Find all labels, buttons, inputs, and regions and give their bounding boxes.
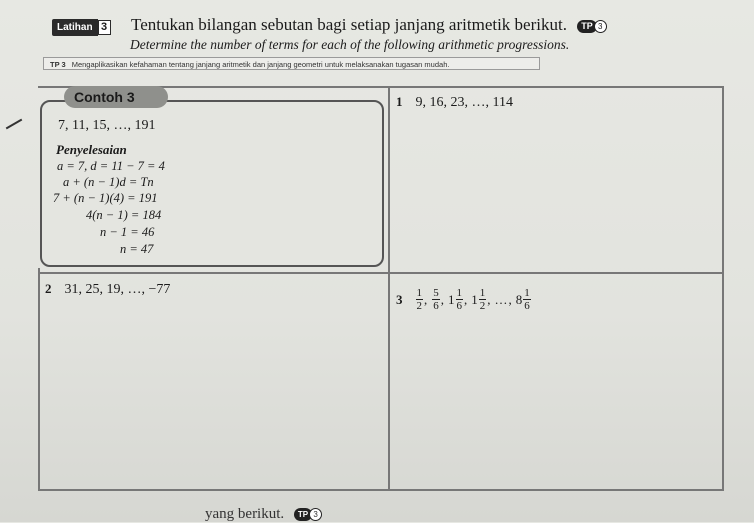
- tp-note-label: TP 3: [50, 60, 66, 69]
- grid-line-right: [722, 86, 724, 491]
- term-ellipsis: …: [494, 291, 508, 307]
- question-number: 2: [45, 281, 52, 296]
- pen-mark-icon: [6, 119, 23, 130]
- question-subtitle: Determine the number of terms for each of the following arithmetic progressions.: [130, 37, 570, 52]
- question-2: [45, 280, 170, 298]
- grid-line-middle: [388, 86, 390, 491]
- question-title: [131, 15, 607, 35]
- tp-note: [43, 57, 540, 70]
- question-number: 1: [396, 94, 403, 109]
- question-3: 3 $\frac{1}{2}$ , $\frac{5}{6}$ , 1 $\frac{1}{6}$ , 1 $\frac{1}{2}$ , … , 8 $\frac{1}{6}$: [396, 287, 530, 312]
- question-sequence: 31, 25, 19, …, −77: [64, 282, 171, 297]
- example-sequence: 7, 11, 15, …, 191: [58, 118, 156, 133]
- question-number: 3: [396, 291, 403, 307]
- question-sequence: 9, 16, 23, …, 114: [415, 95, 513, 110]
- term-whole: 8: [515, 291, 523, 307]
- tp-level-icon: 3: [309, 508, 322, 521]
- term-fraction: $\frac{1}{6}$: [524, 287, 530, 312]
- grid-line-left: [38, 268, 40, 491]
- term-fraction: $\frac{1}{6}$: [456, 287, 462, 312]
- tp-badge: TP: [294, 508, 312, 521]
- solution-step-5: n − 1 = 46: [100, 225, 155, 239]
- latihan-label: [52, 19, 111, 36]
- solution-step-4: 4(n − 1) = 184: [86, 208, 162, 222]
- footer-partial-text: yang berikut. TP 3: [205, 506, 322, 523]
- term-fraction: $\frac{1}{2}$: [416, 287, 422, 312]
- grid-line-bottom: [38, 489, 724, 491]
- solution-step-2: a + (n − 1)d = Tn: [63, 175, 154, 189]
- latihan-tag: Latihan: [52, 19, 98, 36]
- title-text: Tentukan bilangan sebutan bagi setiap janjang aritmetik berikut.: [131, 15, 567, 34]
- tp-note-text: Mengaplikasikan kefahaman tentang janjang aritmetik dan janjang geometri untuk melaksanakan tugasan mudah.: [71, 60, 450, 69]
- question-1: [396, 93, 513, 111]
- solution-step-3: 7 + (n − 1)(4) = 191: [53, 191, 158, 205]
- term-fraction: $\frac{1}{2}$: [479, 287, 486, 312]
- solution-step-6: n = 47: [120, 242, 154, 256]
- latihan-number: 3: [98, 20, 111, 35]
- term-whole: 1: [448, 291, 455, 307]
- solution-step-1: a = 7, d = 11 − 7 = 4: [57, 159, 165, 173]
- term-whole: 1: [471, 291, 478, 307]
- tp-level-icon: 3: [594, 20, 607, 33]
- solution-label: Penyelesaian: [56, 142, 127, 157]
- term-fraction: $\frac{5}{6}$: [433, 287, 439, 312]
- grid-line-center: [38, 272, 724, 274]
- tp-badge: TP: [577, 20, 597, 33]
- example-label: Contoh 3: [64, 86, 168, 108]
